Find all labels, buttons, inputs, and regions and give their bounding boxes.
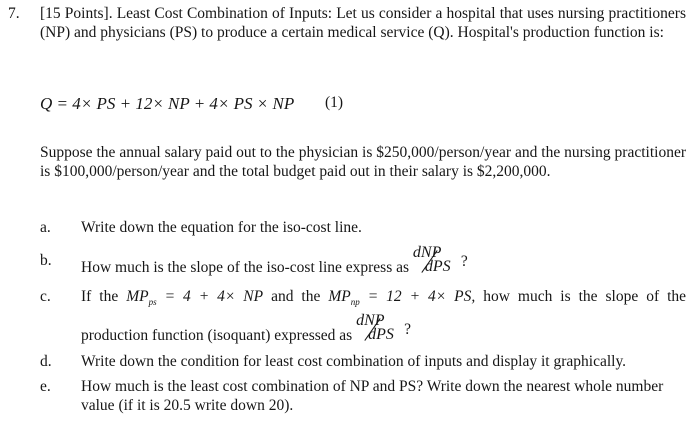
mp-np-symbol: $MP_{np}$ <box>328 288 360 307</box>
part-c-line-2-text: production function (isoquant) expressed as <box>81 327 353 344</box>
part-e-text: How much is the least cost combination of NP and PS? Write down the nearest whole number value (if it is 20.5 write down 20). <box>81 378 664 414</box>
fraction-numerator: dNP <box>356 312 385 329</box>
part-b-line <box>81 244 686 278</box>
mp-np-expression: = 12 + 4× PS, <box>367 288 476 305</box>
part-e-marker: e. <box>40 378 51 395</box>
part-a-text: Write down the equation for the iso-cost line. <box>81 219 362 236</box>
part-c-if: If the <box>81 288 119 305</box>
part-d-text: Write down the condition for least cost combination of inputs and display it graphically. <box>81 353 627 370</box>
production-function-formula: Q = 4× PS + 12× NP + 4× PS × NP <box>40 94 295 113</box>
mp-ps-expression: = 4 + 4× NP <box>164 288 264 305</box>
part-d-marker: d. <box>40 353 52 370</box>
part-c-line-1 <box>81 288 686 308</box>
part-b-fraction <box>412 244 459 278</box>
part-c-and-the: and the <box>271 288 321 305</box>
question-intro: [15 Points]. Least Cost Combination of Inputs: Let us consider a hospital that uses nursing practitioners (NP) and physicians (PS) to produce a certain medical service (Q). Hospital's production function is: <box>40 5 686 41</box>
part-b-marker: b. <box>40 252 52 269</box>
question-number: 7. <box>8 5 20 22</box>
fraction-numerator: dNP <box>412 244 442 261</box>
part-c-marker: c. <box>40 288 51 305</box>
equation-number: (1) <box>325 94 344 111</box>
part-c-question-mark: ? <box>404 321 411 338</box>
part-c-line-2 <box>81 312 686 346</box>
part-c-tail: how much is the slope of the <box>483 288 687 305</box>
fraction-denominator: dPS <box>424 258 451 275</box>
mp-ps-subscript: ps <box>148 297 157 307</box>
mp-np-subscript: np <box>350 297 360 307</box>
fraction-denominator: dPS <box>368 326 394 343</box>
budget-paragraph: Suppose the annual salary paid out to the physician is $250,000/person/year and the nursing practitioner is $100,000/person/year and the total budget paid out in their salary is $2,200,000. <box>40 144 686 180</box>
part-a-marker: a. <box>40 219 51 236</box>
mp-ps-symbol: $MP_{ps}$ <box>126 288 157 307</box>
part-b-question-mark: ? <box>460 253 468 270</box>
part-c-fraction <box>356 312 402 346</box>
part-b-text: How much is the slope of the iso-cost line express as <box>81 259 410 276</box>
